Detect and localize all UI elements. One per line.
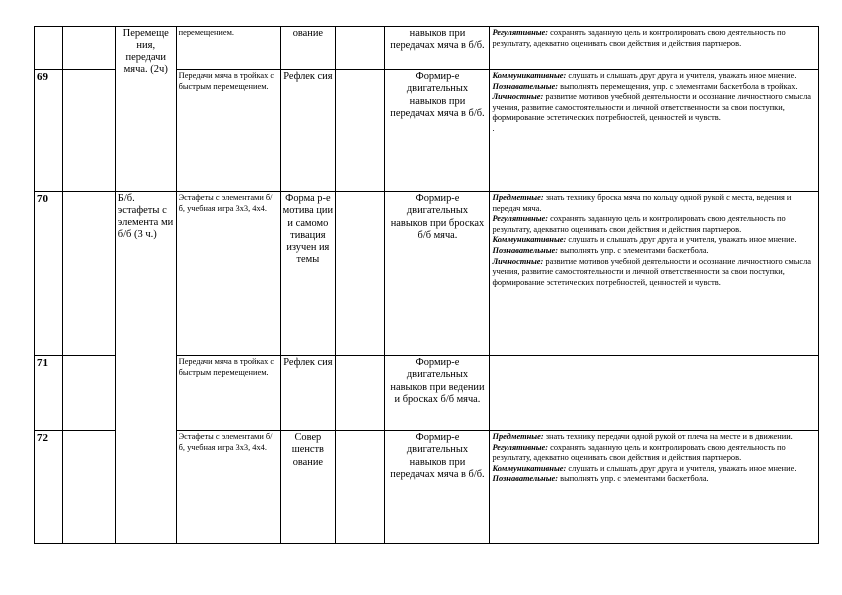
result-label: Познавательные:: [492, 81, 559, 91]
result-label: Коммуникативные:: [492, 463, 567, 473]
result-label: Личностные:: [492, 256, 544, 266]
extra-cell: [336, 431, 385, 544]
activity-cell: Формир-е двигательных навыков при передачах мяча в б/б.: [385, 70, 490, 192]
result-label: Предметные:: [492, 432, 544, 441]
result-label: Познавательные:: [492, 474, 559, 484]
result-item: [492, 28, 816, 49]
results-cell: [490, 192, 819, 356]
activity-cell: Формир-е двигательных навыков при передачах мяча в б/б.: [385, 431, 490, 544]
activity-cell: Формир-е двигательных навыков при ведении и бросках б/б мяча.: [385, 356, 490, 431]
lesson-number-cell: 72: [35, 431, 63, 544]
result-label: Коммуникативные:: [492, 235, 567, 245]
result-item: [492, 443, 816, 464]
table-row: [35, 27, 819, 70]
result-item: [492, 92, 816, 124]
date-cell: [63, 356, 115, 431]
lesson-number-cell: 70: [35, 192, 63, 356]
lesson-type-cell: Совер шенств ование: [280, 431, 336, 544]
lesson-type-cell: Рефлек сия: [280, 70, 336, 192]
result-label: Регулятивные:: [492, 214, 549, 224]
result-item: [492, 235, 816, 246]
result-label: Коммуникативные:: [492, 71, 567, 80]
result-text: знать технику передачи одной рукой от плеча на месте и в движении.: [543, 432, 793, 441]
lesson-type-cell: Форма р-е мотива ции и самомо тивация изучен ия темы: [280, 192, 336, 356]
result-text: развитие мотивов учебной деятельности и осознание личностного смысла учения, развитие самостоятельности и личной ответственности за свои поступки, формирование эстетических потребностей, ценностей и чувств.: [492, 256, 812, 287]
date-cell: [63, 192, 115, 356]
lesson-content-cell: Эстафеты с элементами б/б, учебная игра 3х3, 4х4.: [176, 192, 280, 356]
result-item: [492, 124, 816, 135]
result-item: [492, 474, 816, 485]
activity-cell: навыков при передачах мяча в б/б.: [385, 27, 490, 70]
result-item: [492, 432, 816, 443]
lesson-content-cell: Передачи мяча в тройках с быстрым перемещением.: [176, 70, 280, 192]
result-item: [492, 464, 816, 475]
section-topic-cell: Перемеще ния, передачи мяча. (2ч): [115, 27, 176, 192]
results-cell: [490, 431, 819, 544]
result-text: выполнять перемещения, упр. с элементами баскетбола в тройках.: [558, 81, 798, 91]
result-item: [492, 257, 816, 289]
result-text: слушать и слышать друг друга и учителя, уважать иное мнение.: [566, 71, 797, 80]
result-label: Регулятивные:: [492, 442, 549, 452]
lesson-content-cell: Эстафеты с элементами б/б, учебная игра 3х3, 4х4.: [176, 431, 280, 544]
result-text: .: [492, 123, 495, 133]
result-text: выполнять упр. с элементами баскетбола.: [558, 474, 709, 484]
results-cell: [490, 70, 819, 192]
lesson-number-cell: [35, 27, 63, 70]
results-cell: [490, 356, 819, 431]
result-label: Познавательные:: [492, 245, 559, 255]
result-text: выполнять упр. с элементами баскетбола.: [558, 245, 709, 255]
result-item: [492, 214, 816, 235]
result-label: Регулятивные:: [492, 28, 549, 37]
activity-cell: Формир-е двигательных навыков при бросках б/б мяча.: [385, 192, 490, 356]
lesson-plan-sheet: [34, 26, 819, 544]
date-cell: [63, 431, 115, 544]
result-text: сохранять заданную цель и контролировать свою деятельность по результату, адекватно оценивать свои действия и действия партнеров.: [492, 214, 786, 234]
lesson-number-cell: 69: [35, 70, 63, 192]
table-row: [35, 192, 819, 356]
result-text: сохранять заданную цель и контролировать свою деятельность по результату, адекватно оценивать свои действия и действия партнеров.: [492, 442, 786, 463]
result-text: сохранять заданную цель и контролировать свою деятельность по результату, адекватно оценивать свои действия и действия партнеров.: [492, 28, 786, 48]
results-cell: [490, 27, 819, 70]
extra-cell: [336, 356, 385, 431]
extra-cell: [336, 192, 385, 356]
lesson-type-cell: ование: [280, 27, 336, 70]
lesson-content-cell: Передачи мяча в тройках с быстрым перемещением.: [176, 356, 280, 431]
lesson-plan-table: [34, 26, 819, 544]
result-item: [492, 82, 816, 93]
extra-cell: [336, 27, 385, 70]
result-label: Предметные:: [492, 193, 544, 202]
lesson-number-cell: 71: [35, 356, 63, 431]
result-text: развитие мотивов учебной деятельности и осознание личностного смысла учения, развитие самостоятельности и личной ответственности за свои поступки, формирование эстетических потребностей, ценностей и чувств.: [492, 92, 812, 123]
date-cell: [63, 27, 115, 70]
result-item: [492, 246, 816, 257]
result-item: [492, 71, 816, 82]
result-label: Личностные:: [492, 92, 544, 102]
result-text: слушать и слышать друг друга и учителя, уважать иное мнение.: [566, 463, 797, 473]
result-text: слушать и слышать друг друга и учителя, уважать иное мнение.: [566, 235, 797, 245]
lesson-content-cell: перемещением.: [176, 27, 280, 70]
result-item: [492, 193, 816, 214]
date-cell: [63, 70, 115, 192]
lesson-type-cell: Рефлек сия: [280, 356, 336, 431]
extra-cell: [336, 70, 385, 192]
result-text: знать технику броска мяча по кольцу одной рукой с места, ведения и передач мяча.: [492, 193, 792, 213]
section-topic-cell: Б/б. эстафеты с элемента ми б/б (3 ч.): [115, 192, 176, 544]
